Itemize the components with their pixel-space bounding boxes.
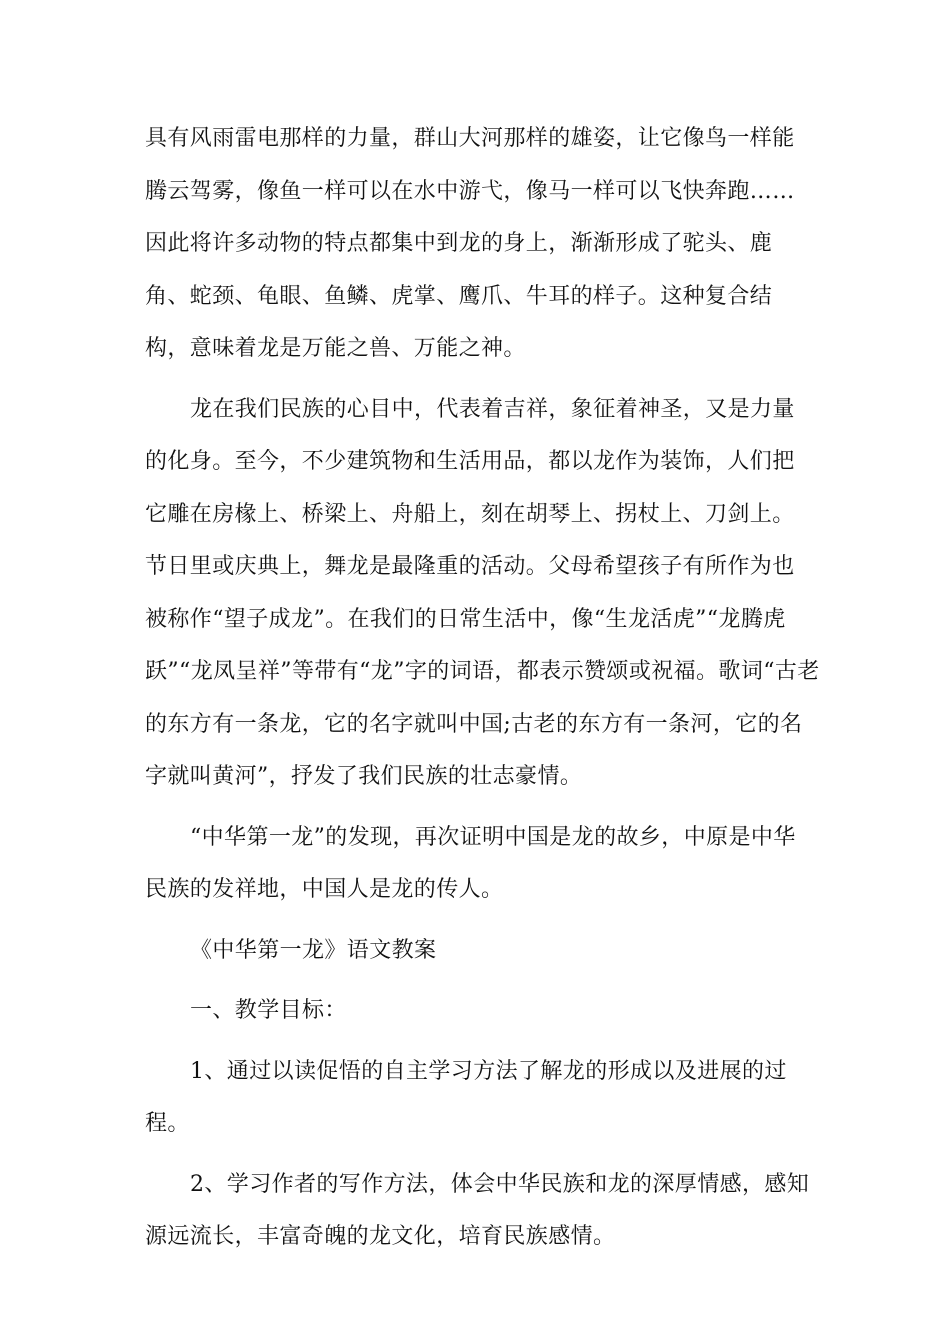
- paragraph-first-line: “中华第一龙”的发现，再次证明中国是龙的故乡，中原是中华: [190, 824, 796, 850]
- text-line: 腾云驾雾，像鱼一样可以在水中游弋，像马一样可以飞快奔跑……: [145, 178, 795, 204]
- text-line: 民族的发祥地，中国人是龙的传人。: [145, 877, 504, 902]
- text-line: 角、蛇颈、龟眼、鱼鳞、虎掌、鹰爪、牛耳的样子。这种复合结: [145, 283, 773, 309]
- text-line: 因此将许多动物的特点都集中到龙的身上，渐渐形成了驼头、鹿: [145, 231, 773, 256]
- objective-item-2: 2、学习作者的写作方法，体会中华民族和龙的深厚情感，感知: [190, 1171, 810, 1197]
- section-title: 《中华第一龙》语文教案: [190, 937, 437, 963]
- text-line: 它雕在房椽上、桥梁上、舟船上，刻在胡琴上、拐杖上、刀剑上。: [145, 501, 795, 527]
- text-line: 的化身。至今，不少建筑物和生活用品，都以龙作为装饰，人们把: [145, 449, 795, 474]
- text-line: 字就叫黄河”，抒发了我们民族的壮志豪情。: [145, 764, 583, 789]
- section-heading: 一、教学目标：: [190, 998, 347, 1023]
- document-body: [145, 113, 820, 1264]
- text-line: 具有风雨雷电那样的力量，群山大河那样的雄姿，让它像鸟一样能: [145, 126, 795, 151]
- text-line: 跃”“龙凤呈祥”等带有“龙”字的词语，都表示赞颂或祝福。歌词“古老: [145, 659, 820, 684]
- text-line: 源远流长，丰富奇魄的龙文化，培育民族感情。: [145, 1224, 616, 1249]
- text-line: 程。: [145, 1111, 190, 1136]
- text-line: 被称作“望子成龙”。在我们的日常生活中，像“生龙活虎”“龙腾虎: [145, 606, 786, 632]
- text-line: 节日里或庆典上，舞龙是最隆重的活动。父母希望孩子有所作为也: [145, 554, 795, 579]
- text-line: 的东方有一条龙，它的名字就叫中国;古老的东方有一条河，它的名: [145, 711, 803, 737]
- text-line: 构，意味着龙是万能之兽、万能之神。: [145, 336, 526, 361]
- objective-item-1: 1、通过以读促悟的自主学习方法了解龙的形成以及进展的过: [190, 1058, 787, 1084]
- paragraph-first-line: 龙在我们民族的心目中，代表着吉祥，象征着神圣，又是力量: [190, 396, 795, 422]
